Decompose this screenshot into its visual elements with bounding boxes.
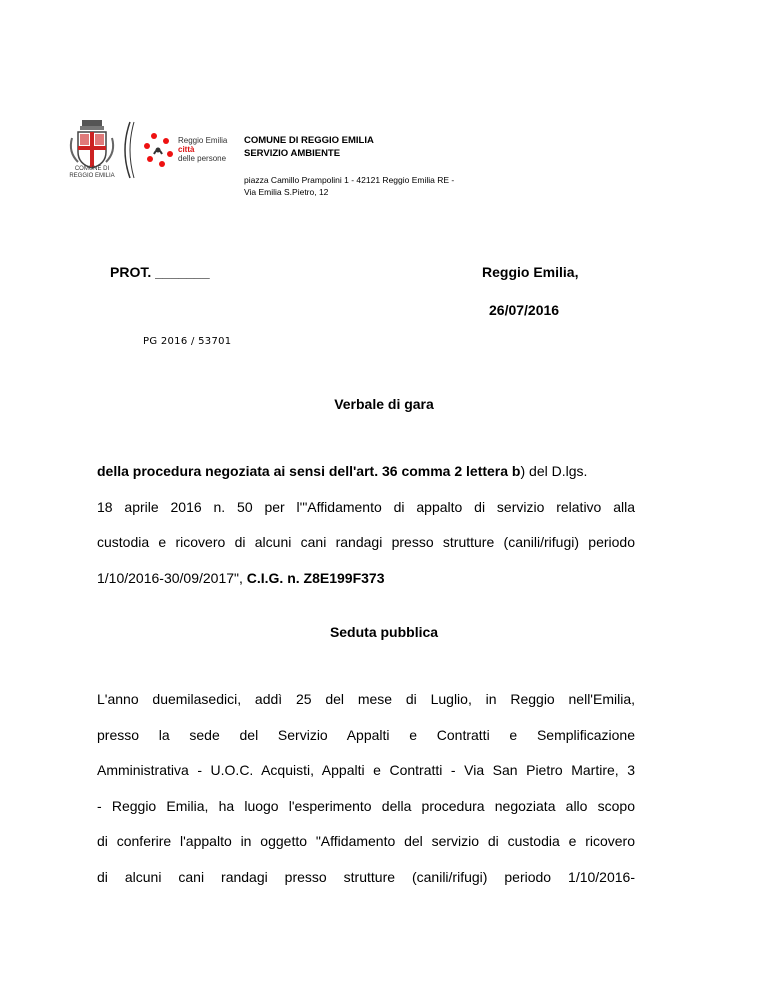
citta-logo-text: Reggio Emilia città delle persone [178,136,228,163]
organization-address: piazza Camillo Prampolini 1 - 42121 Reggio Emilia RE - Via Emilia S.Pietro, 12 [244,175,455,197]
paragraph-line: di conferire l'appalto in oggetto "Affidamento del servizio di custodia e ricovero [97,833,635,849]
organization-name: COMUNE DI REGGIO EMILIA SERVIZIO AMBIENTE [244,135,374,159]
paragraph-procedure: della procedura negoziata ai sensi dell'art. 36 comma 2 lettera b) del D.lgs. 18 aprile 2016 n. 50 per l'"Affidamento di appalto di servizio relativo alla custodia e ricovero di alcuni cani randagi presso strutture (canili/rifugi) periodo 1/10/2016-30/09/2017", C.I.G. n. Z8E199F373 [97,463,635,586]
cig-code: C.I.G. n. Z8E199F373 [246,569,385,586]
paragraph-line: di alcuni cani randagi presso strutture (canili/rifugi) periodo 1/10/2016- [97,868,635,885]
paragraph-line: L'anno duemilasedici, addì 25 del mese di Luglio, in Reggio nell'Emilia, [97,691,635,707]
paragraph-line: Amministrativa - U.O.C. Acquisti, Appalti e Contratti - Via San Pietro Martire, 3 [97,762,635,778]
comune-caption: COMUNE DI REGGIO EMILIA [69,166,115,179]
section-subtitle: Seduta pubblica [329,624,439,640]
paragraph-session [97,682,635,895]
document-date: 26/07/2016 [489,302,560,318]
paragraph-line: presso la sede del Servizio Appalti e Contratti e Semplificazione [97,726,635,743]
document-title: Verbale di gara [334,396,434,412]
pg-number: PG 2016 / 53701 [143,336,232,347]
paragraph-line: - Reggio Emilia, ha luogo l'esperimento della procedura negoziata allo scopo [97,797,635,814]
separator-bracket-icon [118,120,136,180]
paragraph-line: custodia e ricovero di alcuni cani randagi presso strutture (canili/rifugi) periodo [97,534,635,550]
paragraph-line: 18 aprile 2016 n. 50 per l'"Affidamento di appalto di servizio relativo alla [97,498,635,515]
city-label: Reggio Emilia, [482,264,579,280]
procedure-bold-text: della procedura negoziata ai sensi dell'art. 36 comma 2 lettera b [97,463,521,479]
protocol-number: PROT. _______ [110,264,210,280]
